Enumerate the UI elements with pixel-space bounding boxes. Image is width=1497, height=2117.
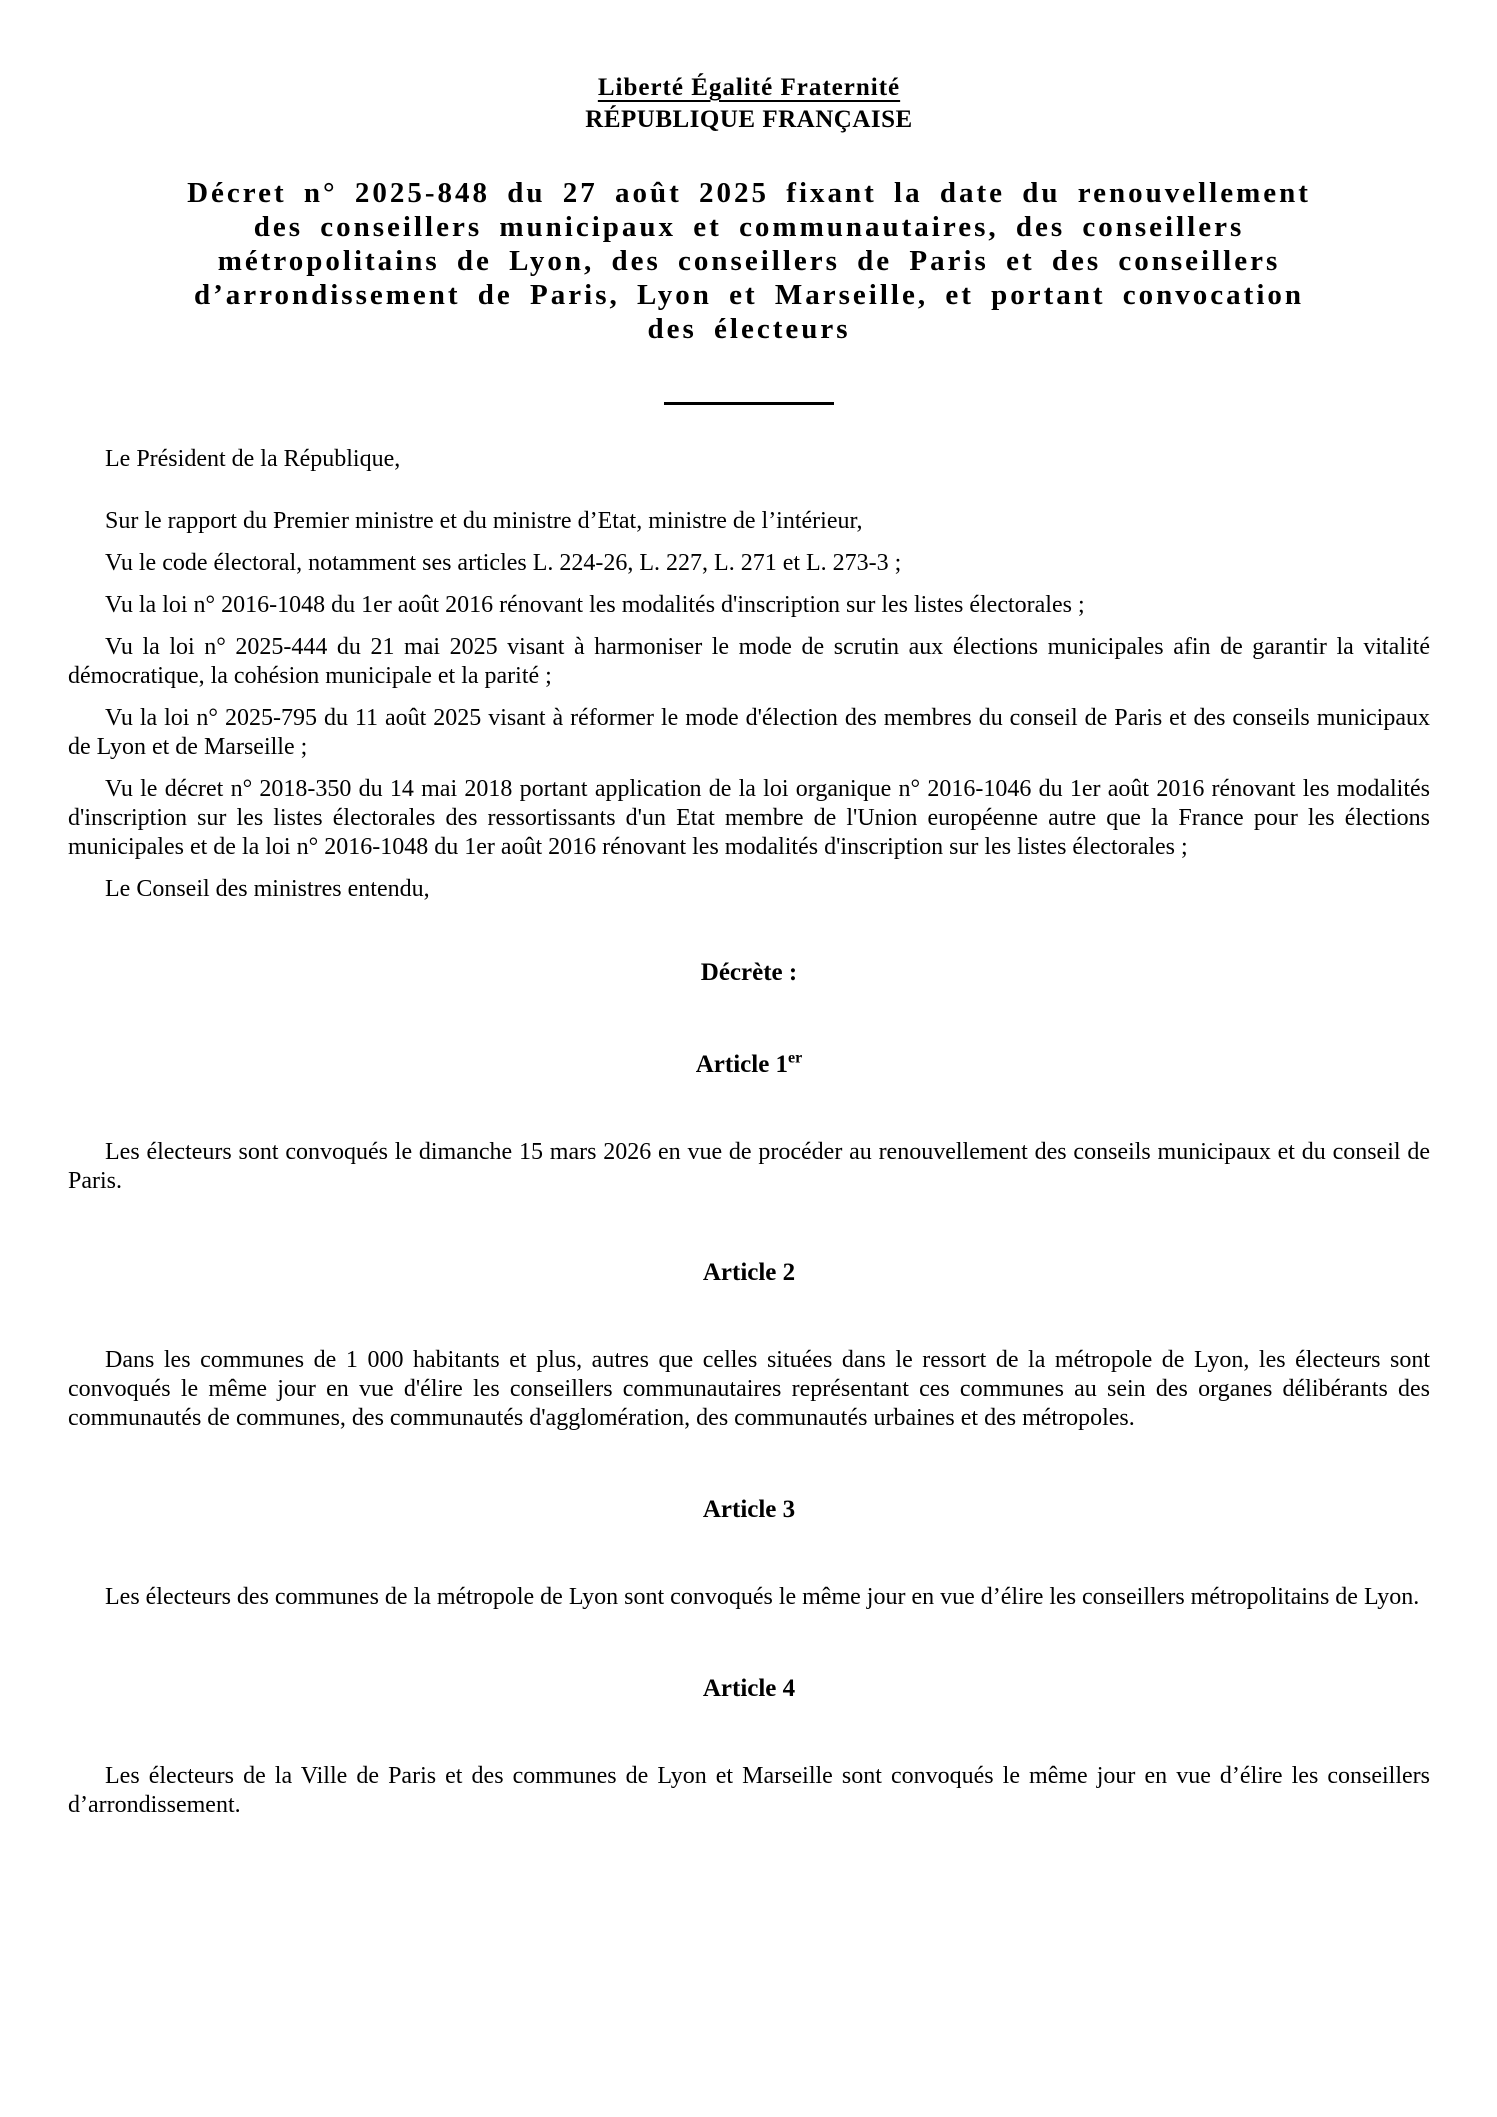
republic-name: RÉPUBLIQUE FRANÇAISE	[585, 106, 913, 133]
motto: Liberté Égalité Fraternité	[597, 74, 901, 101]
article-paragraph: Les électeurs de la Ville de Paris et des communes de Lyon et Marseille sont convoqués le même jour en vue d’élire les conseillers d’arrondissement.	[68, 1763, 1430, 1818]
preamble-paragraph: Vu la loi n° 2025-444 du 21 mai 2025 visant à harmoniser le mode de scrutin aux élections municipales afin de garantir la vitalité démocratique, la cohésion municipale et la parité ;	[68, 634, 1430, 689]
decree-title-line: Décret n° 2025-848 du 27 août 2025 fixant la date du renouvellement	[187, 177, 1311, 209]
decree-title	[78, 176, 1420, 346]
article-heading-label: Article 4	[702, 1675, 796, 1702]
article-paragraph: Les électeurs des communes de la métropole de Lyon sont convoqués le même jour en vue d’élire les conseillers métropolitains de Lyon.	[105, 1584, 1420, 1610]
article-paragraph: Dans les communes de 1 000 habitants et plus, autres que celles situées dans le ressort de la métropole de Lyon, les électeurs sont convoqués le même jour en vue d'élire les conseillers communautaires représentant ces communes au sein des organes délibérants des communautés de communes, des communautés d'agglomération, des communautés urbaines et des métropoles.	[68, 1347, 1430, 1431]
article-heading	[68, 1495, 1430, 1525]
article-heading-label: Article 1	[695, 1051, 789, 1078]
decree-word: Décrète :	[700, 959, 798, 986]
preamble-paragraph: Vu le décret n° 2018-350 du 14 mai 2018 portant application de la loi organique n° 2016-1046 du 1er août 2016 rénovant les modalités d'inscription sur les listes électorales des ressortissants d'un Etat membre de l'Union européenne autre que la France pour les élections municipales et de la loi n° 2016-1048 du 1er août 2016 rénovant les modalités d'inscription sur les listes électorales ;	[68, 776, 1430, 860]
decree-title-line: des électeurs	[647, 313, 851, 345]
decree-title-line: des conseillers municipaux et communautaires, des conseillers	[253, 211, 1245, 243]
document-header	[68, 72, 1430, 136]
preamble-paragraph: Le Président de la République,	[105, 446, 401, 472]
article-heading	[68, 1050, 1430, 1080]
decree-title-line: métropolitains de Lyon, des conseillers de Paris et des conseillers	[217, 245, 1281, 277]
article-heading	[68, 1258, 1430, 1288]
article-heading-label: Article 3	[702, 1496, 796, 1523]
article-heading-superscript: er	[788, 1049, 803, 1067]
preamble-paragraph: Vu la loi n° 2016-1048 du 1er août 2016 rénovant les modalités d'inscription sur les listes électorales ;	[105, 592, 1085, 618]
article-paragraph: Les électeurs sont convoqués le dimanche 15 mars 2026 en vue de procéder au renouvellement des conseils municipaux et du conseil de Paris.	[68, 1139, 1430, 1194]
article-heading	[68, 1674, 1430, 1704]
preamble	[68, 445, 1430, 904]
articles	[68, 1050, 1430, 1820]
preamble-paragraph: Vu la loi n° 2025-795 du 11 août 2025 visant à réformer le mode d'élection des membres du conseil de Paris et des conseils municipaux de Lyon et de Marseille ;	[68, 705, 1430, 760]
section-divider	[664, 402, 834, 405]
preamble-paragraph: Vu le code électoral, notamment ses articles L. 224-26, L. 227, L. 271 et L. 273-3 ;	[105, 550, 902, 576]
decree-title-line: d’arrondissement de Paris, Lyon et Marseille, et portant convocation	[193, 279, 1305, 311]
article-heading-label: Article 2	[702, 1259, 796, 1286]
preamble-paragraph: Le Conseil des ministres entendu,	[105, 876, 430, 902]
preamble-paragraph: Sur le rapport du Premier ministre et du ministre d’Etat, ministre de l’intérieur,	[105, 508, 863, 534]
